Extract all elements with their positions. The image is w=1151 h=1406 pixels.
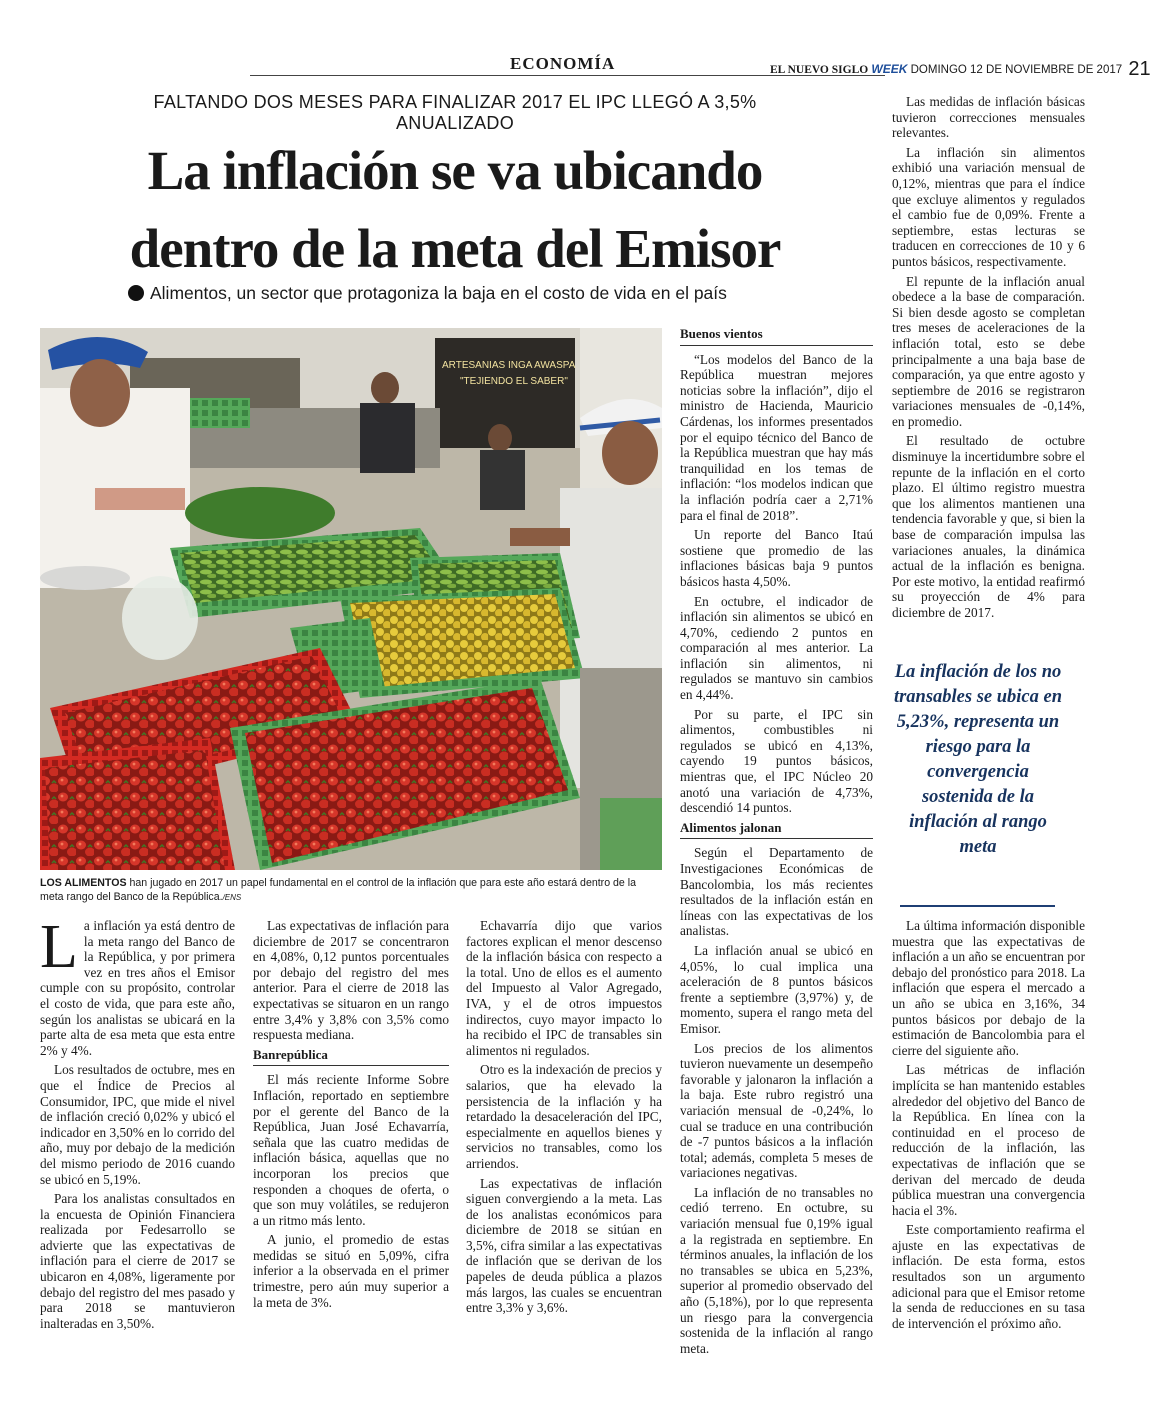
paragraph: Según el Departamento de Investigaciones Económicas de Bancolombia, los más recientes resultados de la inflación están en líneas con las expectativas de los analistas. (680, 845, 873, 939)
page-number: 21 (1128, 58, 1151, 80)
paragraph: A junio, el promedio de estas medidas se situó en 5,09%, cifra inferior a la observada en el primer trimestre, pero aún muy superior a la meta de 3%. (253, 1232, 449, 1310)
bullet-icon (128, 285, 144, 301)
pull-quote: La inflación de los no transables se ubica en 5,23%, representa un riesgo para la convergencia sostenida de la inflación al rango meta (893, 662, 1063, 857)
subhead (128, 283, 828, 304)
paragraph: El resultado de octubre disminuye la incertidumbre sobre el repunte de la inflación en el corto plazo. El último registro muestra que los alimentos mantienen una tendencia favorable y que, si bien la base de comparación impulsa las variaciones anuales, la dinámica actual de la inflación es benigna. Por este motivo, la entidad reafirmó su proyección de 4% para diciembre de 2017. (892, 433, 1085, 620)
paragraph: La inflación anual se ubicó en 4,05%, lo cual implica una aceleración de 8 puntos básicos frente a septiembre (3,97%) y, de momento, supera el rango meta del Emisor. (680, 942, 873, 1036)
paragraph: Las expectativas de inflación siguen convergiendo a la meta. Las de los analistas económicos para diciembre de 2018 se sitúan en 3,5%, cifra similar a las expectativas de inflación que se derivan de los papeles de deuda pública a plazos más largos, las cuales se encuentran entre 3,3% y 3,6%. (466, 1175, 662, 1316)
paragraph: La inflación sin alimentos exhibió una variación mensual de 0,12%, mientras que para el índice que excluye alimentos y regulados el cambio fue de 0,09%. Frente a septiembre, estas lecturas se traducen en correcciones de 10 y 6 puntos básicos, respectivamente. (892, 144, 1085, 269)
paragraph: Las métricas de inflación implícita se han mantenido estables alrededor del objetivo del Banco de la República. En línea con la continuidad en el proceso de reducción de la inflación, las expectativas de inflación que se derivan del mercado de deuda pública muestran una convergencia hacia el 3%. (892, 1062, 1085, 1218)
pull-quote-rule (900, 905, 1055, 907)
paragraph: Echavarría dijo que varios factores explican el menor descenso de la inflación básica con respecto a la total. Uno de ellos es el aumento del Impuesto al Valor Agregado, IVA, y el de otros impuestos indirectos, cuyo mayor impacto lo ha recibido el IPC de transables sin alimentos ni regulados. (466, 918, 662, 1058)
paragraph: En octubre, el indicador de inflación sin alimentos se ubicó en 4,70%, cediendo 2 puntos en comparación al mes anterior. La inflación sin alimentos, ni regulados se mantuvo sin cambios en 4,44%. (680, 593, 873, 703)
paragraph: Este comportamiento reafirma el ajuste en las expectativas de inflación. De esta forma, estos resultados son un argumento adicional para que el Emisor retome la senda de reducciones en su tasa de intervención el próximo año. (892, 1222, 1085, 1331)
paragraph: Para los analistas consultados en la encuesta de Opinión Financiera realizada por Fedesarrollo se advierte que las expectativas de inflación para el cierre de 2017 se ubicaron en 4,08%, ligeramente por debajo del registro del mes pasado y para 2018 se mantuvieron inalteradas en 3,50%. (40, 1191, 235, 1331)
photo-credit: /ENS (222, 893, 242, 902)
headline (75, 132, 835, 288)
paragraph: La inflación de no transables no cedió terreno. En octubre, su variación mensual fue 0,19% igual a la registrada en septiembre. En términos anuales, la inflación de los no transables se ubica en 5,23%, superior al promedio observado del año (5,18%), por lo que representa un riesgo para la convergencia sostenida de la inflación al rango meta. (680, 1184, 873, 1356)
subheading: Banrepública (253, 1047, 449, 1067)
subhead-text: Alimentos, un sector que protagoniza la baja en el costo de vida en el país (150, 283, 727, 303)
market-photo-illustration (40, 328, 662, 870)
headline-line: La inflación se va ubicando (147, 140, 763, 201)
dropcap: L (40, 913, 78, 981)
paper-week: WEEK (871, 62, 908, 76)
market-sign-text: ARTESANIAS INGA AWASPA (442, 360, 576, 371)
page-header (250, 48, 1151, 80)
section-label: ECONOMÍA (510, 54, 616, 73)
paragraph: Los resultados de octubre, mes en que el Índice de Precios al Consumidor, IPC, que mide el nivel de inflación creció 0,02% y ubicó el indicador en 3,50% en lo corrido del año, muy por debajo de la medición del mismo periodo de 2016 cuando se ubicó en 5,19%. (40, 1062, 235, 1187)
paragraph: Las medidas de inflación básicas tuvieron correcciones mensuales relevantes. (892, 94, 1085, 141)
paragraph: Un reporte del Banco Itaú sostiene que promedio de las inflaciones básicas baja 9 puntos básicos hasta 4,50%. (680, 527, 873, 589)
paragraph: El repunte de la inflación anual obedece a la base de comparación. Si bien desde agosto se completan tres meses de aceleraciones de la inflación total, esto se debe principalmente a una baja base de comparación, ya que entre agosto y septiembre de 2016 se registraron variaciones mensuales de -0,14%, en promedio. (892, 273, 1085, 429)
paragraph: Por su parte, el IPC sin alimentos, combustibles ni regulados se ubicó en 4,13%, cayendo 19 puntos básicos, mientras que, el IPC Núcleo 20 anotó una variación de 4,73%, descendió 14 puntos. (680, 706, 873, 816)
issue-date: DOMINGO 12 DE NOVIEMBRE DE 2017 (910, 64, 1123, 76)
article-column-1 (40, 913, 235, 1335)
article-column-4 (680, 322, 873, 1360)
paragraph-text: a inflación ya está dentro de la meta rango del Banco de la República, y por primera vez en tres años el Emisor cumple con su propósito, controlar el costo de vida, que para este año, según los analistas se ubicará en la parte alta de esa meta que esta entre 2% y 4%. (40, 918, 235, 1058)
subheading: Buenos vientos (680, 326, 873, 346)
subheading: Alimentos jalonan (680, 820, 873, 840)
article-column-2 (253, 918, 449, 1314)
masthead-info (770, 56, 1151, 79)
article-column-3 (466, 918, 662, 1320)
paper-name: EL NUEVO SIGLO (770, 64, 869, 76)
paragraph: El más reciente Informe Sobre Inflación, reportado en septiembre por el gerente del Banco de la República, Juan José Echavarría, señala que las cuatro medidas de inflación básica, aquellas que no incorporan los precios que responden a choques de oferta, o que son muy volátiles, se redujeron a un ritmo más lento. (253, 1072, 449, 1228)
paragraph: La última información disponible muestra que las expectativas de inflación a un año se encuentran por debajo del pronóstico para 2018. La inflación que espera el mercado a un año se ubica en 3,16%, 34 puntos básicos por debajo de la estimación de Bancolombia para el cierre del siguiente año. (892, 918, 1085, 1058)
article-column-5-top (892, 94, 1085, 625)
paragraph: Otro es la indexación de precios y salarios, que ha elevado la persistencia de la inflación y ha retardado la desaceleración del IPC, especialmente en aquellos bienes y servicios no transables, como los arriendos. (466, 1062, 662, 1171)
caption-text: han jugado en 2017 un papel fundamental en el control de la inflación que para este año estará dentro de la meta rango del Banco de la República. (40, 877, 637, 903)
paragraph (40, 913, 235, 1058)
article-column-5-bottom (892, 918, 1085, 1335)
headline-line: dentro de la meta del Emisor (129, 218, 781, 279)
paragraph: Los precios de los alimentos tuvieron nuevamente un desempeño favorable y jalonaron la inflación a la baja. Este rubro registró una variación mensual de -0,24%, lo cual se traduce en una contribución de -7 puntos básicos a la inflación total; además, completa 5 meses de variaciones negativas. (680, 1040, 873, 1181)
paragraph: “Los modelos del Banco de la República muestran mejores noticias sobre la inflación”, dijo el ministro de Hacienda, Mauricio Cárdenas, los informes presentados por el equipo técnico del Banco de la República muestran que hay más tranquilidad en los temas de inflación: “los modelos indican que la inflación podría caer a 2,71% para el final de 2018”. (680, 351, 873, 523)
paragraph: Las expectativas de inflación para diciembre de 2017 se concentraron en 4,08%, 0,12 puntos porcentuales por debajo del registro del mes anterior. Para el cierre de 2018 las expectativas se situaron en un rango entre 3,4% y 3,8% con 3,5% como respuesta mediana. (253, 918, 449, 1043)
market-photo (40, 328, 662, 870)
kicker: FALTANDO DOS MESES PARA FINALIZAR 2017 EL IPC LLEGÓ A 3,5% ANUALIZADO (153, 92, 757, 133)
market-sign-text: "TEJIENDO EL SABER" (460, 376, 568, 387)
caption-lead: LOS ALIMENTOS (40, 877, 127, 889)
photo-caption (40, 876, 662, 905)
